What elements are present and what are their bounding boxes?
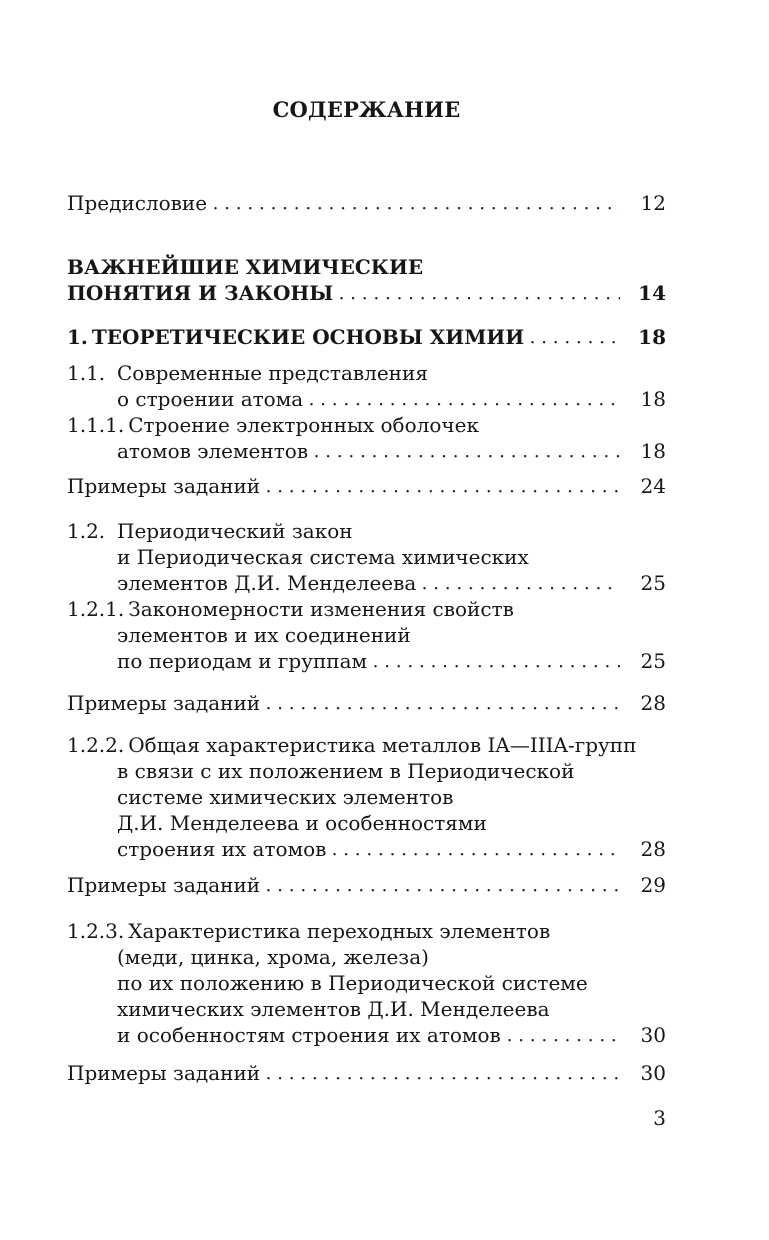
toc-entry-page: 18	[640, 387, 666, 411]
toc-entry-text: Примеры заданий	[67, 474, 261, 498]
toc-line	[67, 918, 666, 944]
toc-entry-text: системе химических элементов	[117, 785, 454, 809]
toc-entry-text: о строении атома	[117, 387, 304, 411]
toc-line	[67, 622, 666, 648]
toc-entry-text: Современные представления	[117, 361, 428, 385]
toc-entry-page: 30	[640, 1023, 666, 1047]
toc-entry	[67, 324, 666, 350]
toc-entry-page: 18	[638, 325, 666, 349]
toc-entry-number: 1.2.2.	[67, 733, 125, 757]
toc-entry-number: 1.1.	[67, 361, 106, 385]
toc-entry-text: (меди, цинка, хрома, железа)	[117, 945, 429, 969]
toc-line	[67, 254, 666, 280]
toc-entry-number: 1.2.	[67, 519, 106, 543]
toc-line	[67, 944, 666, 970]
toc-line	[67, 544, 666, 570]
toc-entry	[67, 596, 666, 674]
toc-entry-text: ВАЖНЕЙШИЕ ХИМИЧЕСКИЕ	[67, 255, 424, 279]
toc-entry	[67, 254, 666, 306]
toc-entry-text: химических элементов Д.И. Менделеева	[117, 997, 550, 1021]
toc-entry-text: Общая характеристика металлов IA—IIIA-групп	[128, 733, 637, 757]
toc-entry-text: и Периодическая система химических	[117, 545, 529, 569]
toc-line	[67, 648, 666, 674]
toc-entry-text: ПОНЯТИЯ И ЗАКОНЫ	[67, 281, 334, 305]
toc-entry-text: и особенностям строения их атомов	[117, 1023, 501, 1047]
toc-entry-text: Периодический закон	[117, 519, 353, 543]
toc-line	[67, 596, 666, 622]
toc-entry-number: 1.	[67, 325, 88, 349]
toc-line	[67, 690, 666, 716]
dot-leader	[530, 339, 620, 344]
toc-entry-text: по периодам и группам	[117, 649, 368, 673]
dot-leader	[339, 295, 620, 300]
toc-entry-text: Строение электронных оболочек	[128, 413, 479, 437]
toc-line	[67, 360, 666, 386]
toc-line	[67, 970, 666, 996]
dot-leader	[422, 585, 620, 590]
dot-leader	[332, 851, 620, 856]
toc-line	[67, 732, 666, 758]
dot-leader	[309, 401, 620, 406]
toc-entry-page: 24	[640, 474, 666, 498]
page-title: СОДЕРЖАНИЕ	[272, 97, 461, 122]
dot-leader	[213, 205, 620, 210]
toc-entry-page: 25	[640, 649, 666, 673]
toc-entry-text: Д.И. Менделеева и особенностями	[117, 811, 487, 835]
dot-leader	[507, 1037, 620, 1042]
toc-line	[67, 810, 666, 836]
toc-entry	[67, 732, 666, 862]
toc-entry-text: Характеристика переходных элементов	[128, 919, 551, 943]
toc-line	[67, 1022, 666, 1048]
toc-entry	[67, 360, 666, 412]
toc-entry-text: элементов и их соединений	[117, 623, 411, 647]
dot-leader	[266, 1075, 620, 1080]
toc-entry	[67, 918, 666, 1048]
toc-entry-page: 25	[640, 571, 666, 595]
toc-line	[67, 518, 666, 544]
toc-entry-text: Примеры заданий	[67, 873, 261, 897]
toc-entry-page: 30	[640, 1061, 666, 1085]
toc-line	[67, 996, 666, 1022]
dot-leader	[266, 488, 620, 493]
dot-leader	[266, 887, 620, 892]
toc-entry	[67, 1060, 666, 1086]
toc-entry-page: 18	[640, 439, 666, 463]
page-number: 3	[653, 1106, 666, 1130]
toc-line	[67, 412, 666, 438]
toc-entry-number: 1.2.1.	[67, 597, 125, 621]
toc-entry-number: 1.2.3.	[67, 919, 125, 943]
toc-line	[67, 190, 666, 216]
toc-line	[67, 872, 666, 898]
toc-entry-text: строения их атомов	[117, 837, 327, 861]
toc-list	[67, 190, 666, 1086]
toc-entry-page: 14	[638, 281, 666, 305]
toc-entry	[67, 473, 666, 499]
toc-line	[67, 836, 666, 862]
toc-line	[67, 570, 666, 596]
toc-entry-text: атомов элементов	[117, 439, 309, 463]
toc-line	[67, 758, 666, 784]
toc-line	[67, 1060, 666, 1086]
toc-entry-page: 12	[640, 191, 666, 215]
toc-entry-page: 28	[640, 691, 666, 715]
toc-entry-page: 28	[640, 837, 666, 861]
dot-leader	[314, 453, 620, 458]
toc-entry-number: 1.1.1.	[67, 413, 125, 437]
toc-line	[67, 438, 666, 464]
toc-entry-text: Примеры заданий	[67, 1061, 261, 1085]
toc-entry	[67, 872, 666, 898]
toc-entry	[67, 190, 666, 216]
toc-entry	[67, 518, 666, 596]
toc-entry	[67, 412, 666, 464]
dot-leader	[266, 705, 620, 710]
toc-line	[67, 280, 666, 306]
toc-line	[67, 473, 666, 499]
toc-entry-text: по их положению в Периодической системе	[117, 971, 588, 995]
toc-entry-text: элементов Д.И. Менделеева	[117, 571, 417, 595]
toc-entry-text: Примеры заданий	[67, 691, 261, 715]
toc-entry	[67, 690, 666, 716]
toc-line	[67, 324, 666, 350]
toc-entry-text: Закономерности изменения свойств	[128, 597, 514, 621]
toc-entry-text: ТЕОРЕТИЧЕСКИЕ ОСНОВЫ ХИМИИ	[91, 325, 525, 349]
toc-entry-text: Предисловие	[67, 191, 208, 215]
dot-leader	[373, 663, 620, 668]
toc-entry-page: 29	[640, 873, 666, 897]
toc-entry-text: в связи с их положением в Периодической	[117, 759, 575, 783]
toc-line	[67, 386, 666, 412]
toc-page-content	[67, 0, 666, 1131]
toc-line	[67, 784, 666, 810]
